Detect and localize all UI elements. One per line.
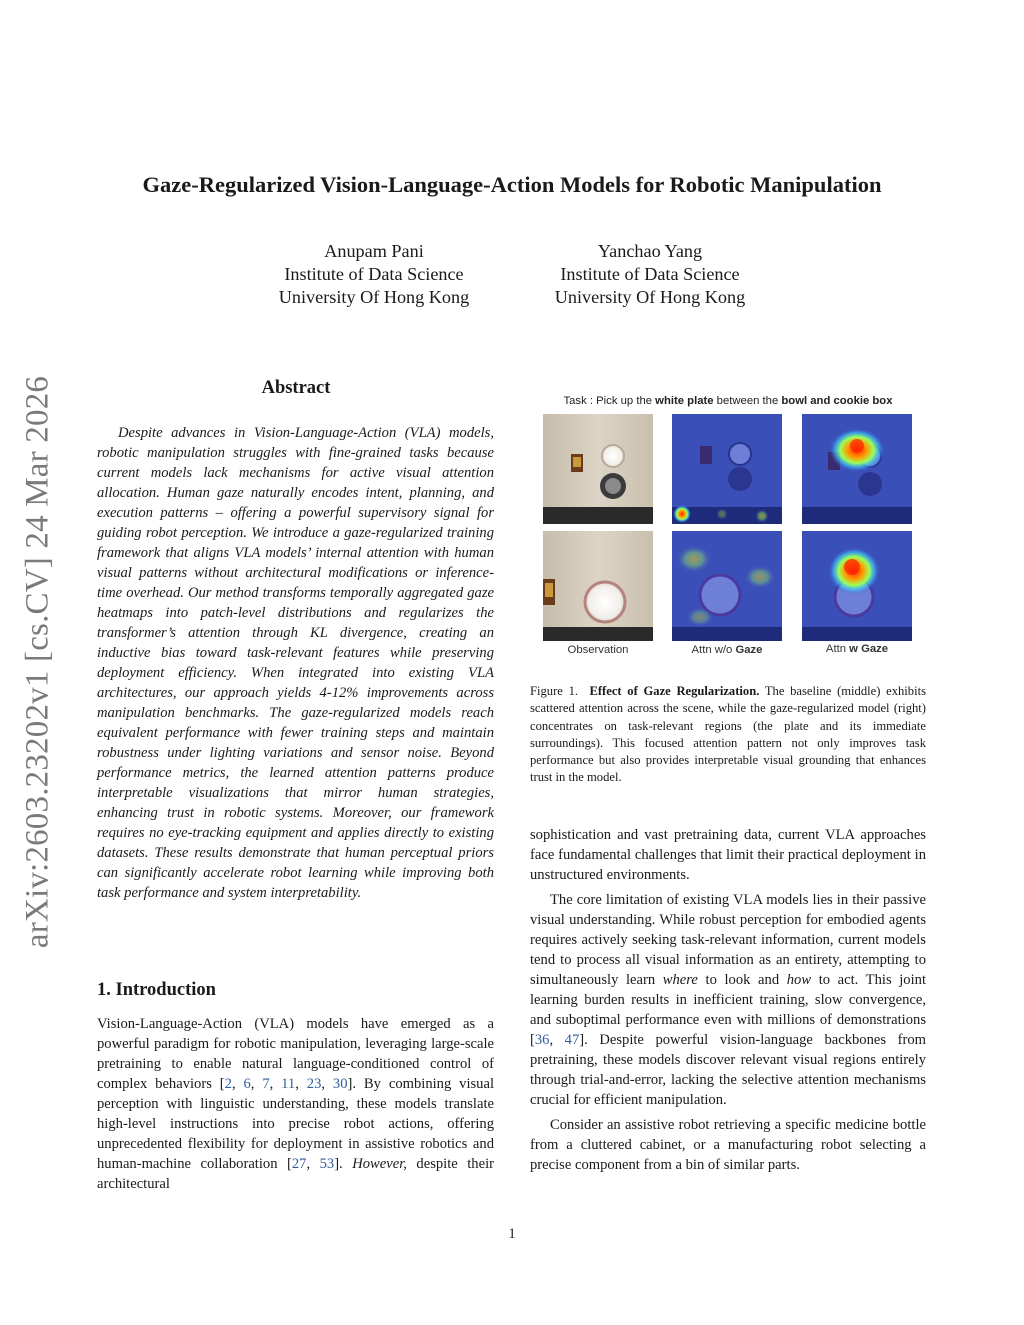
label-bold: Gaze	[735, 644, 763, 656]
abstract-heading: Abstract	[261, 378, 331, 398]
label-observation: Observation	[567, 644, 629, 656]
emphasis: how	[786, 972, 812, 988]
caption-title: Effect of Gaze Regularization.	[589, 684, 760, 698]
label-bold: w Gaze	[849, 643, 889, 655]
introduction-heading: 1. Introduction	[97, 980, 216, 1000]
arxiv-identifier: arXiv:2603.23202v1 [cs.CV] 24 Mar 2026	[19, 375, 56, 949]
intro-text: Vision-Language-Action (VLA) models have emerged as a powerful paradigm for robotic manipulation, leveraging large-scale pretraining to enable natural language-conditioned control of complex behaviors [	[97, 1016, 494, 1092]
task-object: bowl and cookie box	[781, 395, 893, 407]
separator: ,	[231, 1076, 244, 1092]
citation-link[interactable]: 23	[306, 1076, 322, 1092]
intro-text: ]. By combining visual perception with linguistic understanding, these models translate high-level instructions into precise robot actions, offering unprecedented flexibility for deployment in assistive robotics and human-machine collaboration [	[97, 1076, 495, 1172]
figure-task-label	[530, 395, 926, 407]
author-block-2	[500, 240, 800, 309]
attention-map-with-gaze-1	[802, 414, 912, 524]
caption-text: The baseline (middle) exhibits scattered attention across the scene, while the gaze-regularized model (right) concentrates on task-relevant regions (the plate and its immediate surroundings). This focused attention pattern not only improves task performance but also provides interpretable visual grounding that enhances trust in the model.	[530, 684, 927, 785]
page-number: 1	[508, 1226, 516, 1242]
separator: ,	[269, 1076, 282, 1092]
citation-link[interactable]: 11	[281, 1076, 296, 1092]
observation-image-1	[543, 414, 653, 524]
para-text: to act. This joint learning burden results in inefficient training, slow convergence, and suboptimal performance even with millions of demonstrations [	[530, 972, 926, 1048]
task-text: Task : Pick up the	[563, 395, 656, 407]
citation-link[interactable]: 2	[224, 1076, 232, 1092]
abstract-text: Despite advances in Vision-Language-Action (VLA) models, robotic manipulation struggles with fine-grained tasks because current models lack mechanisms for active visual attention allocation. Human gaze naturally encodes intent, planning, and execution patterns – offering a powerful supervisory signal for guiding robot perception. We introduce a gaze-regularized training framework that aligns VLA models’ internal attention with human visual patterns without architectural modifications or inference-time overhead. Our method transforms temporally aggregated gaze heatmaps into patch-level distributions and regularizes the transformer’s attention through KL divergence, creating an inductive bias toward task-relevant features while preserving deployment efficiency. When integrated into existing VLA architectures, our approach yields 4-12% improvements across manipulation benchmarks. The gaze-regularized models reach equivalent performance with fewer training steps and maintain robustness under lighting variations and sensor noise. Beyond performance metrics, the learned attention patterns produce interpretable visualizations that mirror human strategies, enhancing trust in robotic systems. Moreover, our framework requires no eye-tracking equipment and applies directly to existing datasets. These results demonstrate that human perceptual priors can significantly accelerate robot learning while improving both task performance and system interpretability.	[97, 425, 494, 901]
right-column-text	[530, 825, 926, 1180]
citation-link[interactable]: 27	[291, 1156, 307, 1172]
label-attn-with-gaze	[802, 643, 912, 655]
citation-link[interactable]: 7	[262, 1076, 270, 1092]
citation-link[interactable]: 36	[534, 1032, 550, 1048]
attention-map-with-gaze-2	[802, 531, 912, 641]
figure-caption	[530, 683, 926, 787]
separator: ,	[306, 1156, 320, 1172]
task-object: white plate	[655, 395, 714, 407]
intro-text: ].	[334, 1156, 353, 1172]
attention-map-without-gaze-2	[672, 531, 782, 641]
author-name: Anupam Pani	[324, 241, 424, 261]
emphasis: However,	[352, 1156, 407, 1172]
observation-image-2	[543, 531, 653, 641]
author-institute: Institute of Data Science	[284, 264, 464, 284]
author-name: Yanchao Yang	[597, 241, 703, 261]
para-text: The core limitation of existing VLA models lies in their passive visual understanding. While robust perception for embodied agents requires actively seeking task-relevant information, current models tend to process all visual information as an entirety, attempting to simultaneously learn	[530, 892, 926, 988]
separator: ,	[321, 1076, 333, 1092]
citation-link[interactable]: 30	[332, 1076, 348, 1092]
task-text: between the	[713, 395, 782, 407]
para-text: to look and	[697, 972, 787, 988]
label-text: Attn	[825, 643, 850, 655]
label-text: Attn w/o	[691, 644, 736, 656]
author-block-1	[224, 240, 524, 309]
separator: ,	[295, 1076, 307, 1092]
author-institute: Institute of Data Science	[560, 264, 740, 284]
introduction-paragraph	[97, 1014, 494, 1194]
paragraph	[530, 890, 926, 1110]
citation-link[interactable]: 47	[564, 1032, 580, 1048]
citation-link[interactable]: 53	[319, 1156, 335, 1172]
author-university: University Of Hong Kong	[278, 287, 470, 307]
attention-map-without-gaze-1	[672, 414, 782, 524]
separator: ,	[549, 1032, 565, 1048]
citation-link[interactable]: 6	[243, 1076, 251, 1092]
author-university: University Of Hong Kong	[554, 287, 746, 307]
paragraph: sophistication and vast pretraining data, current VLA approaches face fundamental challenges that limit their practical deployment in unstructured environments.	[530, 827, 926, 883]
para-text: ]. Despite powerful vision-language backbones from pretraining, these models discover relevant visual regions entirely through trial-and-error, lacking the selective attention mechanisms crucial for efficient manipulation.	[530, 1032, 926, 1108]
caption-number: Figure 1.	[530, 684, 579, 698]
paragraph: Consider an assistive robot retrieving a specific medicine bottle from a cluttered cabinet, or a manufacturing robot selecting a precise component from a bin of similar parts.	[530, 1117, 926, 1173]
label-attn-without-gaze	[672, 644, 782, 656]
separator: ,	[250, 1076, 263, 1092]
paper-title: Gaze-Regularized Vision-Language-Action Models for Robotic Manipulation	[142, 172, 882, 197]
intro-text: despite their architectural	[97, 1156, 494, 1192]
emphasis: where	[662, 972, 698, 988]
